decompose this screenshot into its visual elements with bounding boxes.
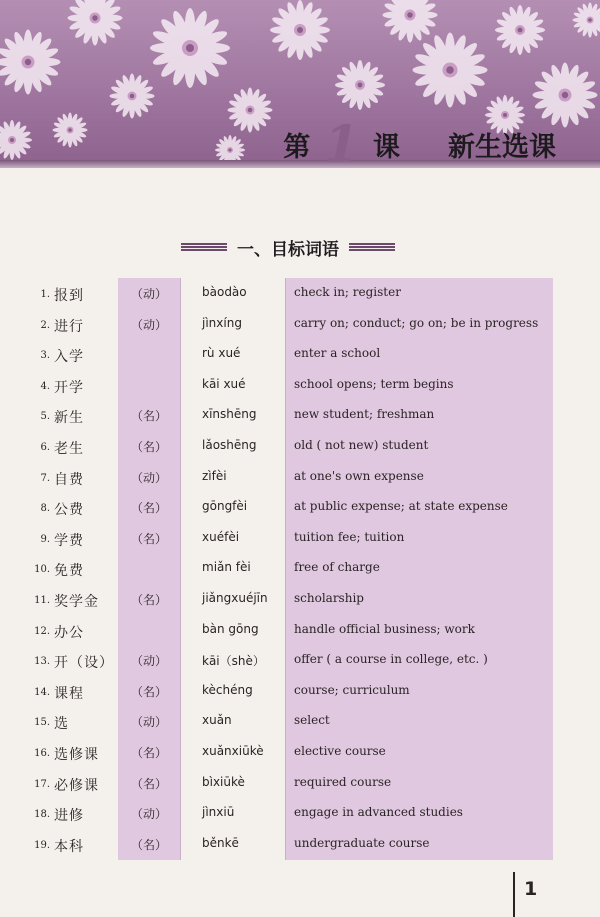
vocab-row [0,707,600,738]
vocab-row [0,646,600,677]
vocab-english: required course [294,774,392,789]
vocab-english: handle official business; work [294,621,475,636]
vocab-english: offer ( a course in college, etc. ) [294,652,488,667]
vocab-row [0,554,600,585]
vocab-row [0,738,600,769]
vocab-word: 开（设） [54,655,114,672]
vocab-word: 课程 [54,685,84,702]
vocab-part-of-speech: （名） [130,837,167,852]
section-heading [172,234,404,260]
vocab-row [0,830,600,861]
vocab-word: 报到 [54,288,84,304]
vocab-english: at one's own expense [294,468,424,483]
vocab-part-of-speech: （名） [130,409,167,424]
vocab-row [0,677,600,708]
vocab-number: 12. [34,625,50,637]
vocab-word: 新生 [54,410,84,427]
lesson-title [283,114,556,168]
vocab-word: 办公 [54,624,84,641]
vocab-english: check in; register [294,285,401,299]
section-title: 一、目标词语 [237,239,339,260]
vocab-word: 本科 [54,838,84,855]
vocab-number: 19. [34,839,50,851]
vocab-part-of-speech: （名） [130,592,167,607]
page-number-rule [513,872,515,917]
heading-rule-left [181,243,227,252]
vocab-pinyin: xuǎn [202,713,232,728]
vocab-word: 老生 [54,440,84,457]
lesson-banner [0,0,600,168]
vocab-number: 8. [40,503,50,515]
vocab-part-of-speech: （名） [130,439,167,454]
vocab-row [0,799,600,830]
page-number: 1 [524,878,538,900]
vocab-english: select [294,713,330,728]
vocab-part-of-speech: （动） [130,654,167,669]
vocab-row [0,616,600,647]
vocab-part-of-speech: （名） [130,684,167,699]
vocab-number: 9. [40,533,50,545]
vocab-pinyin: xuéfèi [202,529,240,544]
vocab-row [0,463,600,494]
vocab-english: tuition fee; tuition [294,529,405,544]
vocab-word: 选修课 [54,746,99,763]
vocab-number: 1. [40,289,50,300]
vocab-row [0,310,600,341]
vocab-row [0,585,600,616]
vocab-pinyin: kèchéng [202,682,253,697]
vocab-pinyin: bàn gōng [202,621,259,636]
vocab-pinyin: bàodào [202,285,247,299]
vocab-number: 6. [40,441,50,453]
vocab-english: old ( not new) student [294,437,429,452]
vocab-pinyin: kāi xué [202,376,246,391]
vocab-number: 15. [34,717,50,729]
vocab-number: 3. [40,350,50,362]
vocab-number: 17. [34,778,50,790]
vocab-english: undergraduate course [294,835,430,850]
vocab-row [0,371,600,402]
vocab-word: 进行 [54,318,84,335]
vocab-word: 开学 [54,379,84,396]
vocab-pinyin: gōngfèi [202,499,248,514]
vocabulary-list [0,279,600,860]
vocab-english: engage in advanced studies [294,805,463,820]
vocab-number: 2. [40,319,50,331]
vocab-part-of-speech: （动） [130,807,167,822]
vocab-pinyin: miǎn fèi [202,560,251,575]
vocab-part-of-speech: （动） [130,715,167,730]
vocab-pinyin: bìxiūkè [202,774,245,789]
heading-rule-right [349,243,395,252]
vocab-english: enter a school [294,346,381,361]
vocab-pinyin: rù xué [202,346,241,361]
vocab-number: 4. [40,380,50,392]
vocab-word: 选 [54,716,69,733]
vocab-number: 5. [40,411,50,423]
vocab-number: 14. [34,686,50,698]
vocab-word: 公费 [54,502,84,519]
vocab-pinyin: jìnxíng [202,315,242,330]
vocab-pinyin: xīnshēng [202,407,257,422]
vocab-pinyin: jiǎngxuéjīn [202,590,268,605]
vocab-word: 入学 [54,349,84,366]
vocab-number: 16. [34,747,50,759]
lesson-prefix: 第 [283,131,311,163]
vocab-row [0,769,600,800]
vocab-word: 自费 [54,471,84,488]
vocab-pinyin: xuǎnxiūkè [202,743,264,758]
lesson-name: 新生选课 [448,131,556,163]
vocab-pinyin: lǎoshēng [202,437,257,452]
vocab-number: 18. [34,809,50,821]
vocab-part-of-speech: （名） [130,776,167,791]
vocab-pinyin: běnkē [202,835,239,850]
vocab-row [0,279,600,310]
vocab-part-of-speech: （动） [130,317,167,332]
vocab-number: 10. [34,564,50,576]
vocab-word: 学费 [54,532,84,549]
vocab-pinyin: zìfèi [202,468,227,483]
vocab-part-of-speech: （动） [130,287,167,301]
vocab-english: course; curriculum [294,682,410,697]
vocab-word: 免费 [54,563,84,580]
vocab-part-of-speech: （名） [130,745,167,760]
vocab-english: school opens; term begins [294,376,454,391]
vocab-pinyin: kāi（shè） [202,654,265,669]
vocab-word: 进修 [54,808,84,825]
vocab-row [0,340,600,371]
vocab-pinyin: jìnxiū [202,805,235,820]
vocab-part-of-speech: （名） [130,501,167,516]
vocab-row [0,493,600,524]
vocab-english: carry on; conduct; go on; be in progress [294,315,539,330]
vocab-word: 必修课 [54,777,99,794]
vocab-part-of-speech: （名） [130,531,167,546]
vocab-row [0,432,600,463]
vocab-english: scholarship [294,590,364,605]
vocab-row [0,401,600,432]
vocab-english: elective course [294,743,386,758]
vocab-english: new student; freshman [294,407,435,422]
lesson-suffix: 课 [373,131,400,163]
vocab-english: at public expense; at state expense [294,499,508,514]
vocab-number: 13. [34,656,50,668]
vocab-row [0,524,600,555]
vocab-number: 7. [40,472,50,484]
vocab-part-of-speech: （动） [130,470,167,485]
lesson-number: 1 [324,114,359,168]
vocab-number: 11. [34,594,50,606]
vocab-word: 奖学金 [54,593,99,610]
vocab-english: free of charge [294,560,380,575]
